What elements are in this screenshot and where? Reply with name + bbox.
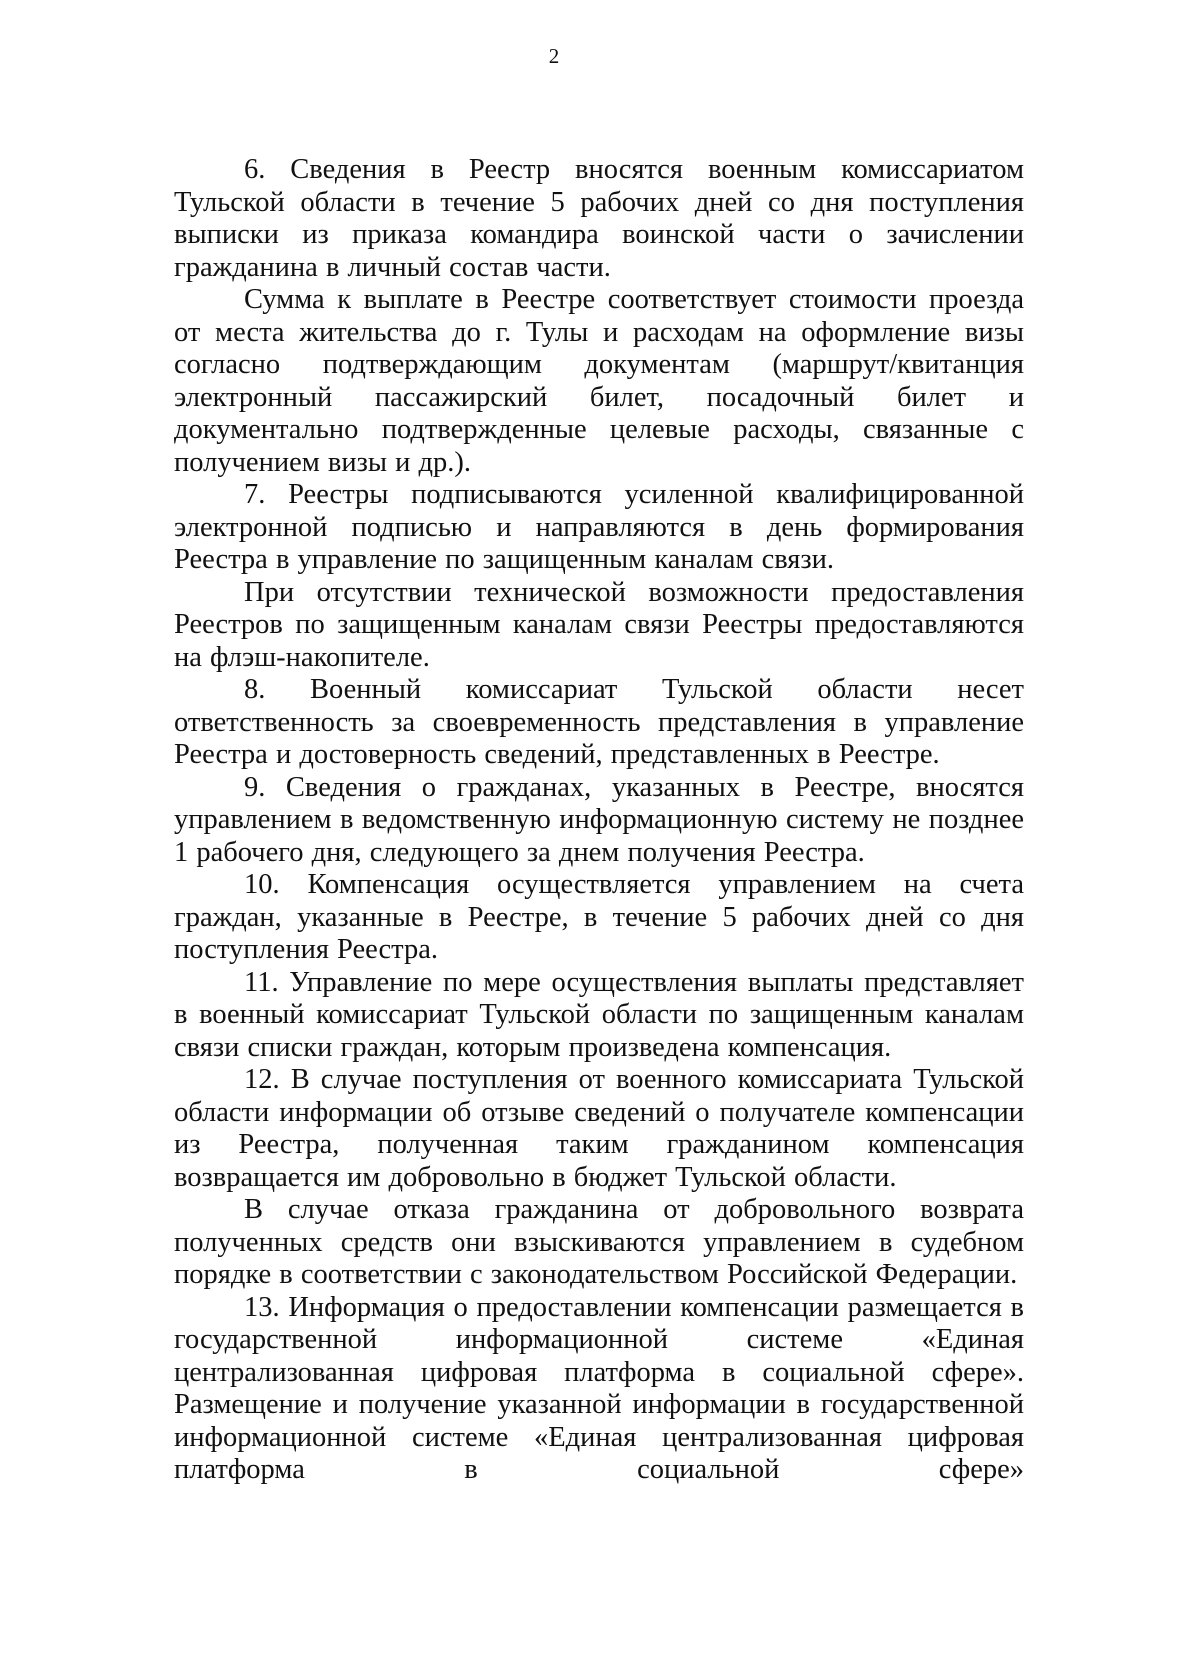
page-number: 2	[548, 44, 560, 68]
paragraph-12: 12. В случае поступления от военного комиссариата Тульской области информации об отзыве сведений о получателе компенсации из Реестра, полученная таким гражданином компенсация возвращается им добровольно в бюджет Тульской области.	[174, 1064, 1024, 1193]
paragraph-9: 9. Сведения о гражданах, указанных в Реестре, вносятся управлением в ведомственную информационную систему не позднее 1 рабочего дня, следующего за днем получения Реестра.	[174, 771, 1024, 868]
paragraph-10: 10. Компенсация осуществляется управлением на счета граждан, указанные в Реестре, в течение 5 рабочих дней со дня поступления Реестра.	[174, 869, 1024, 965]
paragraph-6: 6. Сведения в Реестр вносятся военным комиссариатом Тульской области в течение 5 рабочих дней со дня поступления выписки из приказа командира воинской части о зачислении гражданина в личный состав части.	[174, 154, 1024, 283]
paragraph-12-refusal: В случае отказа гражданина от добровольного возврата полученных средств они взыскиваются управлением в судебном порядке в соответствии с законодательством Российской Федерации.	[174, 1194, 1024, 1290]
paragraph-7: 7. Реестры подписываются усиленной квалифицированной электронной подписью и направляются в день формирования Реестра в управление по защищенным каналам связи.	[174, 479, 1024, 575]
paragraph-8: 8. Военный комиссариат Тульской области несет ответственность за своевременность представления в управление Реестра и достоверность сведений, представленных в Реестре.	[174, 674, 1024, 770]
paragraph-7-flash-drive: При отсутствии технической возможности предоставления Реестров по защищенным каналам связи Реестры предоставляются на флэш-накопителе.	[174, 576, 1024, 673]
paragraph-13: 13. Информация о предоставлении компенсации размещается в государственной информационной системе «Единая централизованная цифровая платформа в социальной сфере». Размещение и получение указанной информации в государственной информационной системе «Единая централизованная цифровая платформа в социальной сфере»	[174, 1291, 1024, 1485]
paragraph-6-payment-amount: Сумма к выплате в Реестре соответствует стоимости проезда от места жительства до г. Тулы и расходам на оформление визы согласно подтверждающим документам (маршрут/квитанция электронный пассажирский билет, посадочный билет и документально подтвержденные целевые расходы, связанные с получением визы и др.).	[174, 284, 1024, 478]
document-body	[174, 154, 1024, 1487]
paragraph-11: 11. Управление по мере осуществления выплаты представляет в военный комиссариат Тульской области по защищенным каналам связи списки граждан, которым произведена компенсация.	[174, 966, 1024, 1063]
